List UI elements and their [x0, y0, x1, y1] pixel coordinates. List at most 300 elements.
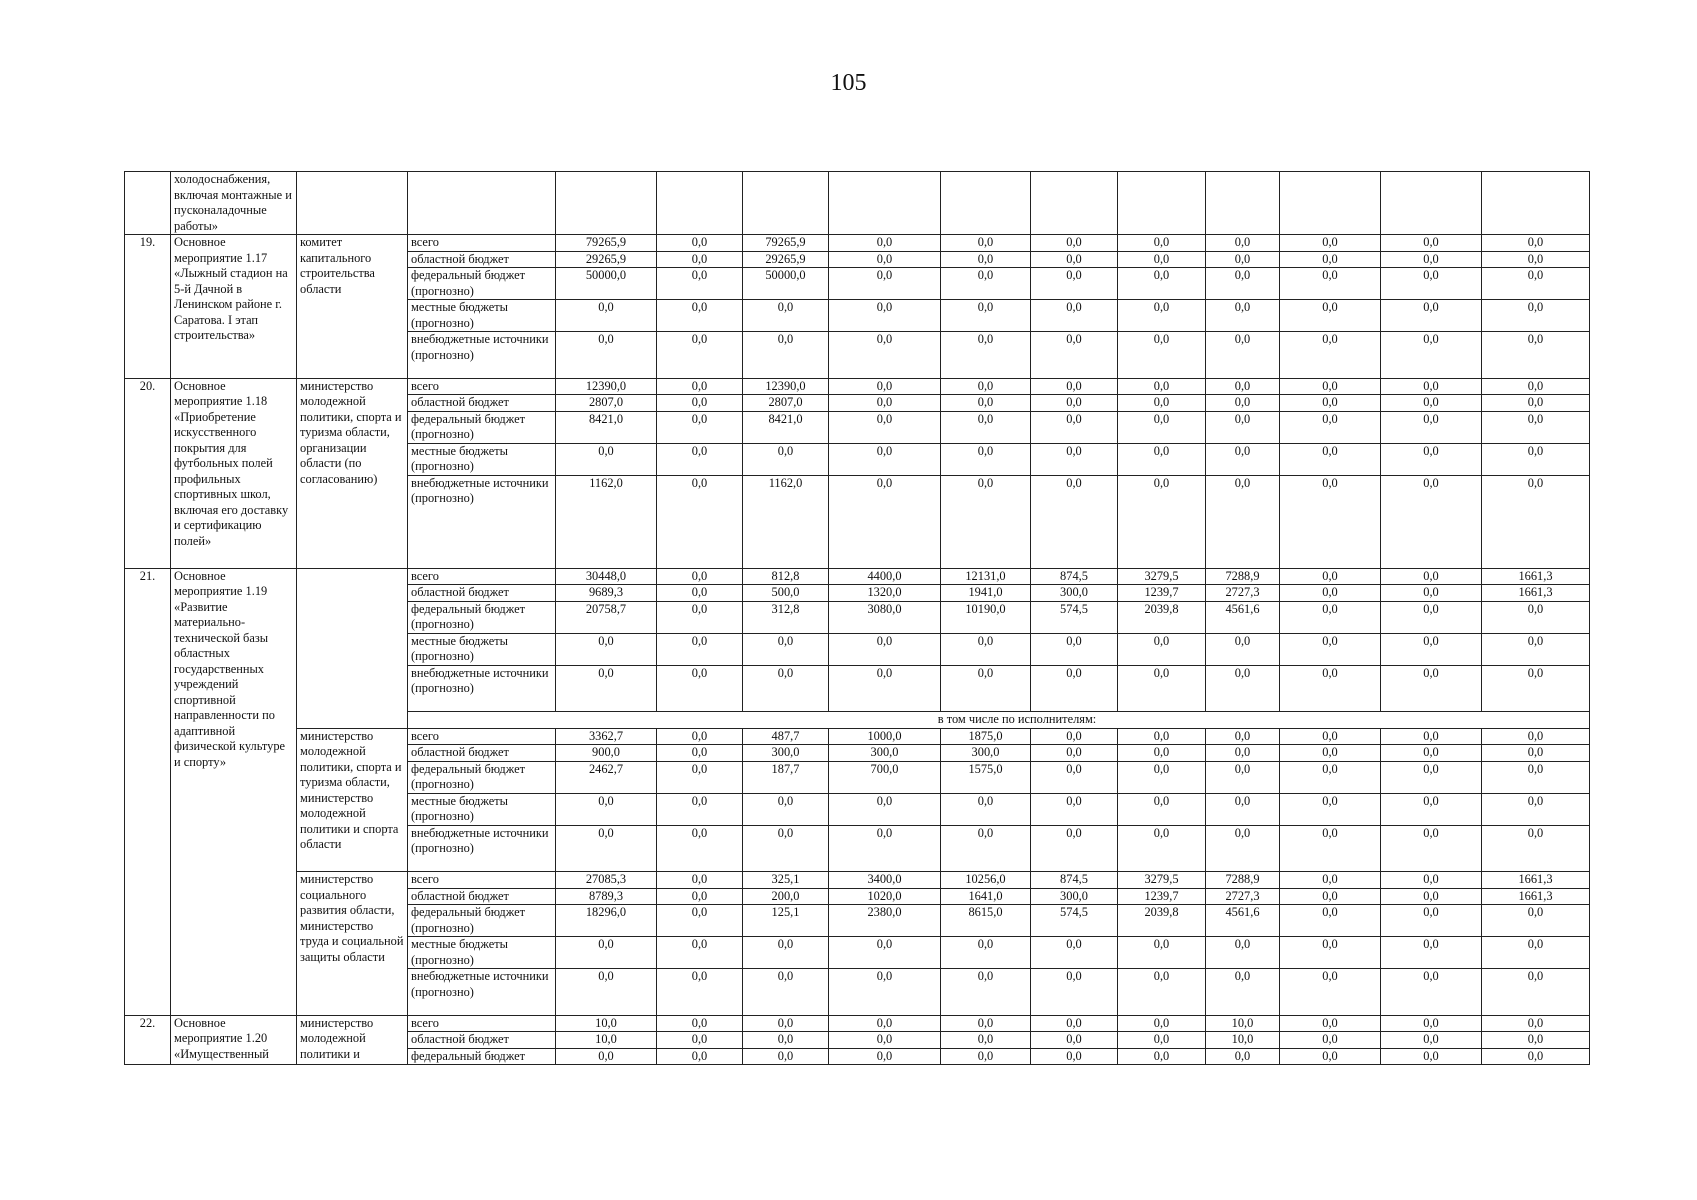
value-cell: 0,0 — [941, 793, 1031, 825]
value-cell: 0,0 — [1381, 728, 1482, 745]
value-cell: 0,0 — [1280, 268, 1381, 300]
value-cell: 0,0 — [556, 332, 657, 379]
value-cell — [1118, 172, 1206, 235]
value-cell: 0,0 — [1280, 793, 1381, 825]
value-cell: 0,0 — [556, 1048, 657, 1065]
value-cell: 1162,0 — [556, 475, 657, 568]
value-cell: 0,0 — [657, 443, 743, 475]
value-cell: 0,0 — [1381, 825, 1482, 872]
value-cell: 0,0 — [1381, 633, 1482, 665]
source-label: местные бюджеты (прогнозно) — [408, 793, 556, 825]
value-cell: 0,0 — [1280, 969, 1381, 1016]
value-cell: 0,0 — [657, 1032, 743, 1049]
value-cell: 1320,0 — [829, 585, 941, 602]
value-cell: 0,0 — [657, 332, 743, 379]
value-cell: 0,0 — [1381, 395, 1482, 412]
executor-cell: министерство молодежной политики и — [297, 1015, 408, 1065]
value-cell: 0,0 — [829, 395, 941, 412]
value-cell: 300,0 — [941, 745, 1031, 762]
value-cell: 1575,0 — [941, 761, 1031, 793]
value-cell: 0,0 — [657, 475, 743, 568]
value-cell: 700,0 — [829, 761, 941, 793]
source-label: областной бюджет — [408, 585, 556, 602]
source-label: областной бюджет — [408, 1032, 556, 1049]
value-cell: 0,0 — [1031, 745, 1118, 762]
value-cell: 0,0 — [1118, 793, 1206, 825]
value-cell: 0,0 — [743, 1015, 829, 1032]
value-cell: 0,0 — [1482, 728, 1590, 745]
source-label: федеральный бюджет (прогнозно) — [408, 601, 556, 633]
executor-cell — [297, 172, 408, 235]
source-label: федеральный бюджет — [408, 1048, 556, 1065]
executor-cell: комитет капитального строительства области — [297, 235, 408, 379]
source-label: всего — [408, 1015, 556, 1032]
value-cell: 0,0 — [1280, 825, 1381, 872]
value-cell: 0,0 — [1031, 969, 1118, 1016]
value-cell: 0,0 — [1381, 251, 1482, 268]
value-cell: 0,0 — [1206, 475, 1280, 568]
value-cell: 0,0 — [1381, 443, 1482, 475]
value-cell: 3362,7 — [556, 728, 657, 745]
value-cell: 0,0 — [657, 585, 743, 602]
value-cell: 0,0 — [743, 300, 829, 332]
row-number: 21. — [125, 568, 171, 1015]
value-cell: 0,0 — [829, 633, 941, 665]
value-cell: 12390,0 — [556, 378, 657, 395]
value-cell: 0,0 — [1482, 1032, 1590, 1049]
value-cell: 0,0 — [941, 1048, 1031, 1065]
row-number: 19. — [125, 235, 171, 379]
value-cell: 0,0 — [941, 937, 1031, 969]
value-cell: 0,0 — [829, 411, 941, 443]
value-cell: 0,0 — [556, 825, 657, 872]
value-cell: 300,0 — [1031, 888, 1118, 905]
value-cell: 0,0 — [1031, 251, 1118, 268]
value-cell: 0,0 — [1206, 665, 1280, 712]
value-cell: 125,1 — [743, 905, 829, 937]
table-row — [125, 872, 1590, 889]
source-label: местные бюджеты (прогнозно) — [408, 300, 556, 332]
source-label: всего — [408, 872, 556, 889]
value-cell: 10,0 — [556, 1015, 657, 1032]
value-cell: 874,5 — [1031, 568, 1118, 585]
value-cell: 0,0 — [743, 969, 829, 1016]
value-cell: 8421,0 — [556, 411, 657, 443]
value-cell: 500,0 — [743, 585, 829, 602]
value-cell: 0,0 — [657, 601, 743, 633]
value-cell: 0,0 — [1031, 300, 1118, 332]
value-cell: 0,0 — [1381, 475, 1482, 568]
value-cell: 0,0 — [1482, 665, 1590, 712]
value-cell: 0,0 — [1206, 825, 1280, 872]
value-cell: 0,0 — [1381, 905, 1482, 937]
value-cell: 8789,3 — [556, 888, 657, 905]
value-cell: 2039,8 — [1118, 601, 1206, 633]
value-cell: 0,0 — [657, 745, 743, 762]
value-cell: 874,5 — [1031, 872, 1118, 889]
value-cell: 0,0 — [1482, 745, 1590, 762]
value-cell: 0,0 — [1280, 235, 1381, 252]
value-cell: 0,0 — [556, 969, 657, 1016]
source-label: областной бюджет — [408, 395, 556, 412]
source-label: внебюджетные источники (прогнозно) — [408, 825, 556, 872]
value-cell — [1206, 172, 1280, 235]
table-row — [125, 172, 1590, 235]
value-cell: 0,0 — [1206, 793, 1280, 825]
value-cell: 0,0 — [1206, 395, 1280, 412]
value-cell: 0,0 — [1381, 268, 1482, 300]
value-cell: 0,0 — [1381, 332, 1482, 379]
value-cell: 79265,9 — [743, 235, 829, 252]
value-cell: 0,0 — [1118, 268, 1206, 300]
value-cell: 29265,9 — [743, 251, 829, 268]
value-cell: 0,0 — [1381, 793, 1482, 825]
value-cell: 12131,0 — [941, 568, 1031, 585]
value-cell — [1280, 172, 1381, 235]
value-cell: 0,0 — [1381, 411, 1482, 443]
value-cell: 312,8 — [743, 601, 829, 633]
value-cell: 0,0 — [1482, 395, 1590, 412]
value-cell: 10,0 — [556, 1032, 657, 1049]
value-cell: 300,0 — [1031, 585, 1118, 602]
value-cell: 0,0 — [657, 905, 743, 937]
value-cell: 0,0 — [1206, 332, 1280, 379]
value-cell: 0,0 — [1206, 937, 1280, 969]
value-cell: 0,0 — [829, 443, 941, 475]
value-cell: 0,0 — [1206, 1048, 1280, 1065]
value-cell: 325,1 — [743, 872, 829, 889]
value-cell: 1661,3 — [1482, 872, 1590, 889]
table-row — [125, 235, 1590, 252]
value-cell: 0,0 — [1118, 235, 1206, 252]
value-cell: 1239,7 — [1118, 585, 1206, 602]
value-cell: 0,0 — [743, 1032, 829, 1049]
value-cell: 0,0 — [1482, 332, 1590, 379]
value-cell: 3400,0 — [829, 872, 941, 889]
value-cell: 0,0 — [1206, 761, 1280, 793]
value-cell: 0,0 — [1118, 300, 1206, 332]
value-cell: 0,0 — [556, 937, 657, 969]
value-cell: 0,0 — [1118, 411, 1206, 443]
value-cell: 3080,0 — [829, 601, 941, 633]
source-label: федеральный бюджет (прогнозно) — [408, 905, 556, 937]
value-cell: 0,0 — [657, 1015, 743, 1032]
value-cell: 0,0 — [1482, 268, 1590, 300]
value-cell: 0,0 — [657, 872, 743, 889]
value-cell: 0,0 — [1118, 443, 1206, 475]
value-cell: 0,0 — [1280, 728, 1381, 745]
value-cell: 0,0 — [1280, 937, 1381, 969]
row-number: 20. — [125, 378, 171, 568]
value-cell: 0,0 — [1280, 888, 1381, 905]
value-cell: 0,0 — [941, 475, 1031, 568]
value-cell: 300,0 — [743, 745, 829, 762]
value-cell: 574,5 — [1031, 601, 1118, 633]
value-cell: 0,0 — [1206, 443, 1280, 475]
value-cell: 0,0 — [1482, 825, 1590, 872]
value-cell: 0,0 — [1118, 665, 1206, 712]
source-label: федеральный бюджет (прогнозно) — [408, 268, 556, 300]
source-label — [408, 172, 556, 235]
value-cell: 2807,0 — [743, 395, 829, 412]
value-cell: 20758,7 — [556, 601, 657, 633]
executor-cell — [297, 568, 408, 728]
value-cell: 0,0 — [1280, 872, 1381, 889]
value-cell: 0,0 — [1280, 905, 1381, 937]
value-cell: 0,0 — [1381, 1032, 1482, 1049]
value-cell: 0,0 — [941, 378, 1031, 395]
value-cell: 0,0 — [1280, 443, 1381, 475]
value-cell: 0,0 — [829, 665, 941, 712]
value-cell: 0,0 — [1031, 633, 1118, 665]
value-cell: 0,0 — [1280, 395, 1381, 412]
value-cell: 0,0 — [1482, 378, 1590, 395]
value-cell: 4561,6 — [1206, 905, 1280, 937]
value-cell: 0,0 — [1031, 1015, 1118, 1032]
value-cell: 1941,0 — [941, 585, 1031, 602]
source-label: областной бюджет — [408, 251, 556, 268]
value-cell: 0,0 — [1482, 633, 1590, 665]
value-cell: 0,0 — [1031, 665, 1118, 712]
value-cell — [657, 172, 743, 235]
value-cell: 30448,0 — [556, 568, 657, 585]
value-cell — [743, 172, 829, 235]
value-cell: 29265,9 — [556, 251, 657, 268]
value-cell: 0,0 — [1381, 888, 1482, 905]
value-cell: 3279,5 — [1118, 872, 1206, 889]
value-cell: 0,0 — [743, 332, 829, 379]
value-cell: 0,0 — [941, 1032, 1031, 1049]
value-cell: 0,0 — [556, 300, 657, 332]
value-cell: 10,0 — [1206, 1015, 1280, 1032]
value-cell: 0,0 — [829, 969, 941, 1016]
value-cell: 0,0 — [1482, 475, 1590, 568]
value-cell: 0,0 — [1280, 601, 1381, 633]
value-cell: 0,0 — [1381, 568, 1482, 585]
value-cell: 0,0 — [829, 235, 941, 252]
event-name: Основное мероприятие 1.17 «Лыжный стадион на 5-й Дачной в Ленинском районе г. Саратова. I этап строительства» — [171, 235, 297, 379]
value-cell: 0,0 — [1482, 1048, 1590, 1065]
source-label: федеральный бюджет (прогнозно) — [408, 761, 556, 793]
value-cell: 0,0 — [1482, 411, 1590, 443]
executor-cell: министерство молодежной политики, спорта и туризма области, министерство молодежной политики и спорта области — [297, 728, 408, 872]
value-cell: 0,0 — [829, 332, 941, 379]
value-cell: 0,0 — [829, 251, 941, 268]
value-cell — [829, 172, 941, 235]
value-cell: 0,0 — [1031, 937, 1118, 969]
value-cell: 0,0 — [1381, 969, 1482, 1016]
value-cell: 0,0 — [1280, 300, 1381, 332]
value-cell: 0,0 — [829, 793, 941, 825]
source-label: областной бюджет — [408, 888, 556, 905]
value-cell: 0,0 — [657, 665, 743, 712]
value-cell: 0,0 — [743, 793, 829, 825]
source-label: всего — [408, 568, 556, 585]
source-label: областной бюджет — [408, 745, 556, 762]
value-cell: 0,0 — [743, 1048, 829, 1065]
source-label: федеральный бюджет (прогнозно) — [408, 411, 556, 443]
value-cell: 0,0 — [657, 825, 743, 872]
value-cell: 0,0 — [1118, 395, 1206, 412]
source-label: всего — [408, 728, 556, 745]
event-name: Основное мероприятие 1.19 «Развитие материально-технической базы областных государственных учреждений спортивной направленности по адаптивной физической культуре и спорту» — [171, 568, 297, 1015]
value-cell: 0,0 — [657, 969, 743, 1016]
value-cell: 1239,7 — [1118, 888, 1206, 905]
value-cell: 0,0 — [941, 665, 1031, 712]
value-cell: 7288,9 — [1206, 872, 1280, 889]
value-cell: 0,0 — [1031, 443, 1118, 475]
value-cell: 0,0 — [1118, 633, 1206, 665]
value-cell: 0,0 — [829, 1032, 941, 1049]
value-cell: 0,0 — [1031, 1032, 1118, 1049]
value-cell: 27085,3 — [556, 872, 657, 889]
value-cell: 0,0 — [829, 1048, 941, 1065]
value-cell: 0,0 — [556, 443, 657, 475]
value-cell: 0,0 — [1206, 411, 1280, 443]
value-cell: 0,0 — [1206, 728, 1280, 745]
value-cell: 0,0 — [1118, 969, 1206, 1016]
value-cell: 0,0 — [1280, 585, 1381, 602]
value-cell: 0,0 — [657, 251, 743, 268]
value-cell: 0,0 — [657, 395, 743, 412]
value-cell: 0,0 — [657, 568, 743, 585]
value-cell: 0,0 — [657, 888, 743, 905]
value-cell — [1482, 172, 1590, 235]
value-cell: 0,0 — [1206, 268, 1280, 300]
value-cell: 0,0 — [1118, 825, 1206, 872]
source-label: внебюджетные источники (прогнозно) — [408, 969, 556, 1016]
value-cell: 0,0 — [1280, 1048, 1381, 1065]
value-cell: 0,0 — [1280, 745, 1381, 762]
value-cell: 0,0 — [941, 300, 1031, 332]
value-cell: 900,0 — [556, 745, 657, 762]
table-row — [125, 378, 1590, 395]
value-cell: 0,0 — [1482, 251, 1590, 268]
value-cell: 0,0 — [1482, 793, 1590, 825]
value-cell: 300,0 — [829, 745, 941, 762]
value-cell: 12390,0 — [743, 378, 829, 395]
value-cell: 1875,0 — [941, 728, 1031, 745]
page-number: 105 — [830, 70, 867, 96]
executors-subheader: в том числе по исполнителям: — [408, 712, 1590, 729]
value-cell: 0,0 — [1031, 235, 1118, 252]
value-cell: 10,0 — [1206, 1032, 1280, 1049]
event-name: Основное мероприятие 1.18 «Приобретение искусственного покрытия для футбольных полей профильных спортивных школ, включая его доставку и сертификацию полей» — [171, 378, 297, 568]
event-name: холодоснабжения, включая монтажные и пусконаладочные работы» — [171, 172, 297, 235]
value-cell: 0,0 — [1280, 378, 1381, 395]
value-cell: 0,0 — [1381, 300, 1482, 332]
value-cell: 0,0 — [941, 825, 1031, 872]
value-cell: 187,7 — [743, 761, 829, 793]
value-cell: 0,0 — [1280, 251, 1381, 268]
value-cell: 50000,0 — [556, 268, 657, 300]
value-cell: 0,0 — [1381, 745, 1482, 762]
value-cell: 0,0 — [1482, 443, 1590, 475]
value-cell: 0,0 — [1031, 395, 1118, 412]
value-cell: 0,0 — [1482, 300, 1590, 332]
value-cell: 4400,0 — [829, 568, 941, 585]
value-cell: 0,0 — [1031, 378, 1118, 395]
value-cell: 0,0 — [1206, 251, 1280, 268]
value-cell: 0,0 — [829, 937, 941, 969]
value-cell: 0,0 — [1118, 1032, 1206, 1049]
value-cell: 0,0 — [1381, 585, 1482, 602]
value-cell: 200,0 — [743, 888, 829, 905]
source-label: внебюджетные источники (прогнозно) — [408, 665, 556, 712]
value-cell: 8615,0 — [941, 905, 1031, 937]
value-cell: 0,0 — [1381, 872, 1482, 889]
value-cell: 0,0 — [1280, 665, 1381, 712]
executor-cell: министерство социального развития области, министерство труда и социальной защиты области — [297, 872, 408, 1016]
value-cell: 0,0 — [1206, 235, 1280, 252]
value-cell: 50000,0 — [743, 268, 829, 300]
value-cell: 0,0 — [1280, 475, 1381, 568]
value-cell: 0,0 — [1031, 475, 1118, 568]
value-cell: 0,0 — [1118, 251, 1206, 268]
value-cell: 0,0 — [1482, 937, 1590, 969]
value-cell: 0,0 — [1031, 268, 1118, 300]
value-cell: 0,0 — [1118, 378, 1206, 395]
source-label: внебюджетные источники (прогнозно) — [408, 475, 556, 568]
value-cell: 0,0 — [1031, 793, 1118, 825]
value-cell: 0,0 — [829, 378, 941, 395]
value-cell — [1381, 172, 1482, 235]
value-cell: 0,0 — [657, 411, 743, 443]
value-cell: 10190,0 — [941, 601, 1031, 633]
value-cell: 0,0 — [1482, 1015, 1590, 1032]
value-cell: 8421,0 — [743, 411, 829, 443]
value-cell: 0,0 — [1482, 235, 1590, 252]
value-cell: 0,0 — [829, 825, 941, 872]
source-label: местные бюджеты (прогнозно) — [408, 443, 556, 475]
value-cell: 7288,9 — [1206, 568, 1280, 585]
value-cell: 79265,9 — [556, 235, 657, 252]
value-cell: 3279,5 — [1118, 568, 1206, 585]
value-cell: 0,0 — [1031, 332, 1118, 379]
row-number — [125, 172, 171, 235]
row-number: 22. — [125, 1015, 171, 1065]
value-cell: 0,0 — [941, 443, 1031, 475]
value-cell: 0,0 — [941, 332, 1031, 379]
value-cell: 0,0 — [1482, 761, 1590, 793]
value-cell: 0,0 — [1031, 411, 1118, 443]
table-row — [125, 568, 1590, 585]
value-cell: 0,0 — [657, 300, 743, 332]
value-cell: 0,0 — [1118, 1015, 1206, 1032]
value-cell: 0,0 — [941, 395, 1031, 412]
value-cell: 0,0 — [1280, 568, 1381, 585]
value-cell: 0,0 — [743, 825, 829, 872]
value-cell: 2727,3 — [1206, 585, 1280, 602]
value-cell: 0,0 — [1381, 235, 1482, 252]
value-cell: 2807,0 — [556, 395, 657, 412]
value-cell: 0,0 — [1482, 905, 1590, 937]
value-cell: 0,0 — [1381, 761, 1482, 793]
value-cell: 2380,0 — [829, 905, 941, 937]
value-cell: 1162,0 — [743, 475, 829, 568]
value-cell — [1031, 172, 1118, 235]
value-cell: 0,0 — [1206, 969, 1280, 1016]
value-cell: 0,0 — [1482, 601, 1590, 633]
value-cell: 574,5 — [1031, 905, 1118, 937]
value-cell: 0,0 — [657, 937, 743, 969]
value-cell: 0,0 — [1206, 745, 1280, 762]
value-cell: 487,7 — [743, 728, 829, 745]
value-cell: 0,0 — [1118, 1048, 1206, 1065]
value-cell: 0,0 — [657, 1048, 743, 1065]
value-cell: 2727,3 — [1206, 888, 1280, 905]
value-cell: 0,0 — [657, 378, 743, 395]
